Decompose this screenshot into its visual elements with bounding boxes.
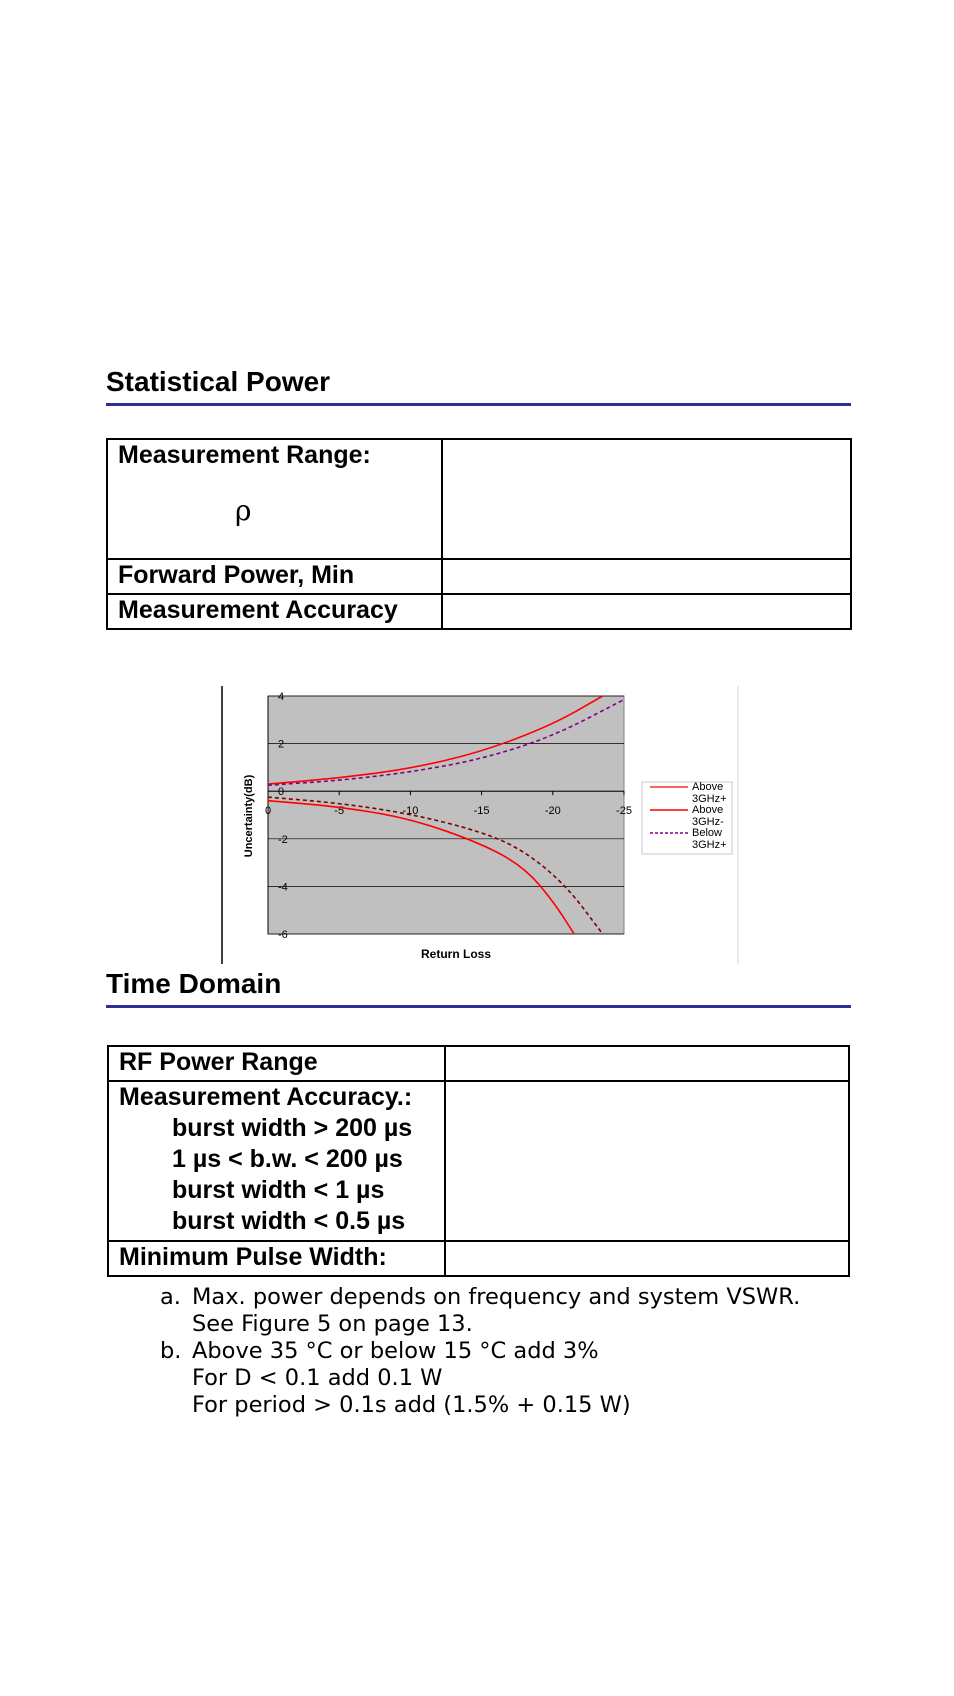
table-cell-label <box>107 439 442 559</box>
table-row <box>108 1241 849 1276</box>
y-tick-label: -4 <box>278 881 288 894</box>
table-cell-value <box>445 1046 849 1081</box>
footnote-line: Above 35 °C or below 15 °C add 3% <box>192 1338 599 1364</box>
measurement-range-label: Measurement Range: <box>118 441 371 469</box>
footnote-b <box>160 1338 800 1419</box>
footnote-text <box>192 1338 631 1419</box>
legend-label-line: Below <box>692 827 722 839</box>
section-rule <box>106 403 851 406</box>
x-tick-label: -15 <box>473 805 490 818</box>
measurement-accuracy-label: Measurement Accuracy <box>107 594 442 629</box>
footnote-text <box>192 1284 800 1338</box>
chart-legend <box>642 781 732 854</box>
table-cell-value <box>442 559 851 594</box>
y-tick-label: 4 <box>278 691 285 703</box>
table-row <box>107 594 851 629</box>
legend-label-line: Above <box>692 781 724 793</box>
y-axis-label: Uncertainty(dB) <box>243 774 255 858</box>
table-row <box>108 1046 849 1081</box>
section-title-time-domain: Time Domain <box>106 968 282 999</box>
footnote-line: For period > 0.1s add (1.5% + 0.15 W) <box>192 1392 631 1418</box>
footnote-line: See Figure 5 on page 13. <box>192 1311 473 1337</box>
burst-width-condition: 1 µs < b.w. < 200 µs <box>172 1145 403 1173</box>
footnote-line: Max. power depends on frequency and system VSWR. <box>192 1284 801 1310</box>
forward-power-min-label: Forward Power, Min <box>107 559 442 594</box>
legend-label-line: 3GHz+ <box>692 839 727 851</box>
y-tick-label: -6 <box>278 929 288 941</box>
y-tick-label: -2 <box>278 833 288 846</box>
table-cell-value <box>442 594 851 629</box>
table-cell-value <box>445 1081 849 1241</box>
section-rule <box>106 1005 851 1008</box>
x-tick-label: 0 <box>264 805 272 818</box>
plot-area <box>268 696 624 934</box>
table-row <box>107 559 851 594</box>
burst-width-condition: burst width > 200 µs <box>172 1114 413 1142</box>
footnotes <box>160 1284 800 1419</box>
burst-width-condition: burst width < 0.5 µs <box>172 1207 406 1235</box>
burst-width-condition: burst width < 1 µs <box>172 1176 385 1204</box>
x-tick-label: -5 <box>334 805 345 818</box>
table-row <box>107 439 851 559</box>
table-cell-value <box>445 1241 849 1276</box>
measurement-accuracy-label: Measurement Accuracy.: <box>119 1083 413 1111</box>
minimum-pulse-width-label: Minimum Pulse Width: <box>108 1241 445 1276</box>
time-domain-table <box>107 1045 850 1277</box>
footnote-letter: a. <box>160 1284 181 1310</box>
legend-label-line: Above <box>692 804 724 816</box>
footnote-letter: b. <box>160 1338 182 1364</box>
footnote-a <box>160 1284 800 1338</box>
section-title-statistical-power: Statistical Power <box>106 366 331 397</box>
rf-power-range-label: RF Power Range <box>108 1046 445 1081</box>
statistical-power-table <box>106 438 852 630</box>
rho-symbol: ρ <box>235 494 252 527</box>
legend-label-line: 3GHz+ <box>692 793 727 805</box>
uncertainty-chart-svg <box>220 686 740 964</box>
footnote-line: For D < 0.1 add 0.1 W <box>192 1365 443 1391</box>
y-tick-label: 0 <box>278 786 285 799</box>
x-tick-label: -25 <box>616 805 632 818</box>
legend-label-line: 3GHz- <box>692 816 724 828</box>
x-tick-label: -20 <box>544 805 561 818</box>
x-tick-label: -10 <box>402 805 419 818</box>
x-axis-label: Return Loss <box>420 947 492 961</box>
y-tick-label: 2 <box>278 738 285 751</box>
uncertainty-chart <box>220 686 740 964</box>
table-cell-value <box>442 439 851 559</box>
table-cell-label <box>108 1081 445 1241</box>
table-row <box>108 1081 849 1241</box>
